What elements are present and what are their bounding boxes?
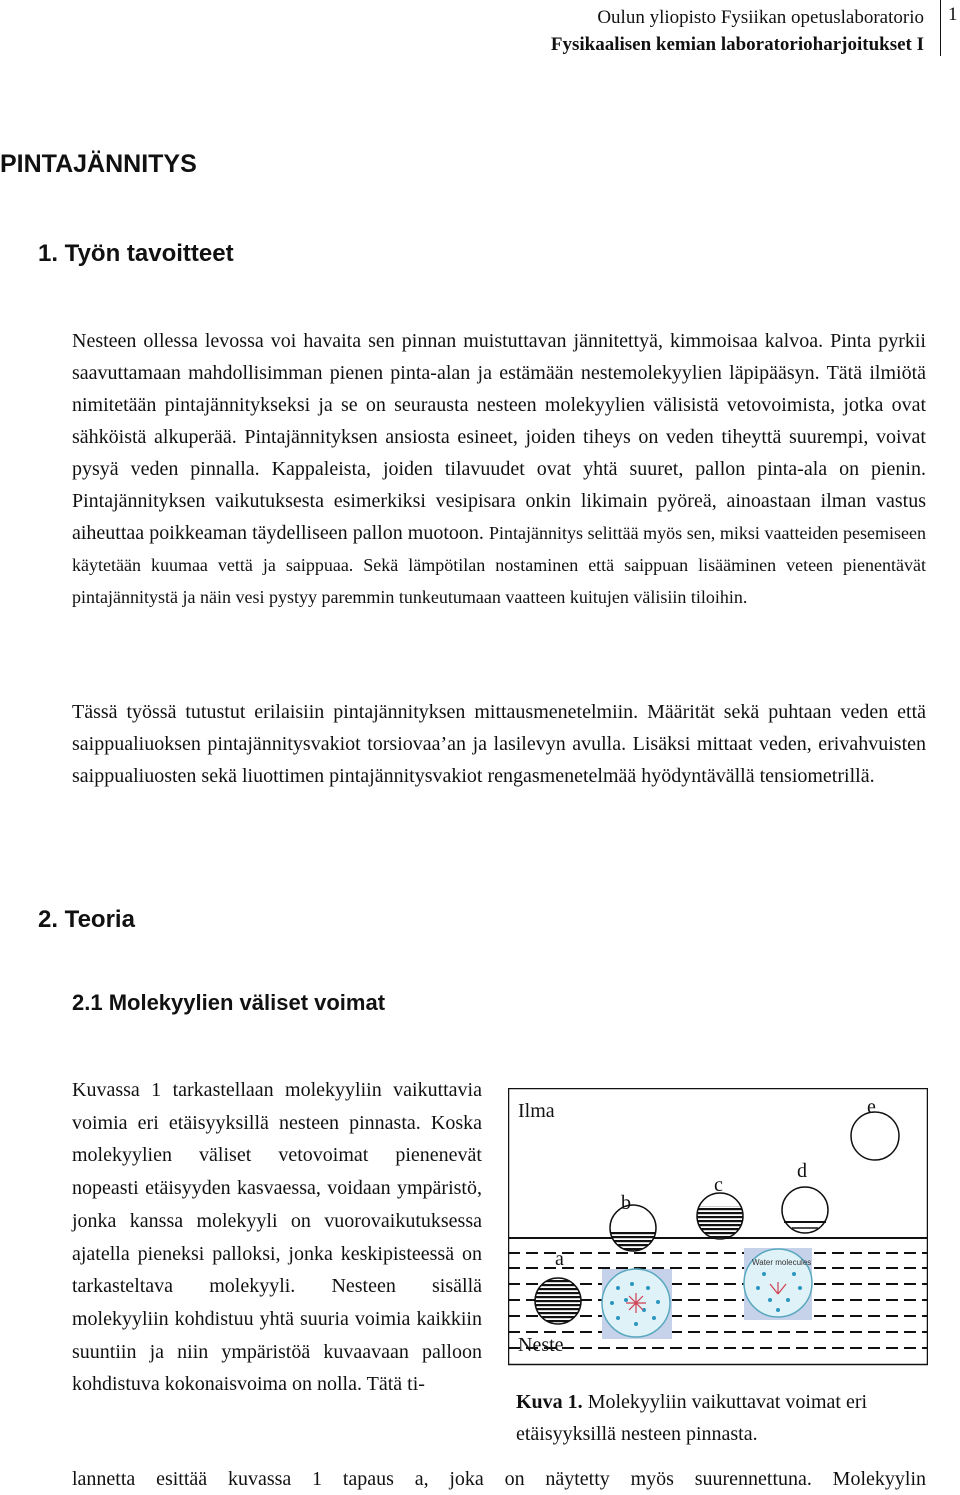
document-title: PINTAJÄNNITYS (0, 150, 197, 178)
goals-paragraph-1 (72, 325, 926, 613)
molecule-sphere-e (851, 1112, 899, 1160)
goals-paragraph-1-small: Pintajännitys selittää myös sen, miksi vaatteiden pesemiseen käytetään kuumaa vettä ja saippuaa. Sekä lämpötilan nostaminen että saippuan lisääminen veteen pienentävät pintajännitystä ja näin vesi pystyy paremmin tunkeutumaan vaatteen kuitujen välisiin tiloihin. (72, 523, 926, 607)
inset-enlargement-a (602, 1269, 672, 1339)
figure-inset-label: Water molecules (752, 1258, 812, 1267)
figure-drawing (508, 1088, 928, 1398)
figure-molecular-forces (508, 1088, 928, 1398)
figure-label-liquid: Neste (518, 1334, 564, 1356)
goals-paragraph-1-main: Nesteen ollessa levossa voi havaita sen pinnan muistuttavan jännitettyä, kimmoisaa kalvoa. Pinta pyrkii saavuttamaan mahdollisimman pienen pinta-alan ja estämään nestemolekyylien läpipääsyn. Tätä ilmiötä nimitetään pintajännitykseksi ja se on seurausta nesteen molekyylien välisistä vetovoimista, jotka ovat sähköistä alkuperää. Pintajännityksen ansiosta esineet, joiden tiheys on veden tiheyttä suurempi, voivat pysyä veden pinnalla. Kappaleista, joiden tilavuudet ovat yhtä suuret, pallon pinta-ala on pienin. Pintajännityksen vaikutuksesta esimerkiksi vesipisara onkin likimain pyöreä, ainoastaan ilman vastus aiheuttaa poikkeaman täydelliseen pallon muotoon. (72, 330, 926, 544)
molecule-sphere-a (535, 1278, 581, 1324)
page-number: 1 (948, 4, 958, 25)
section-heading-goals: 1. Työn tavoitteet (38, 240, 234, 267)
page-header (551, 4, 924, 58)
figure-label-a: a (555, 1248, 564, 1270)
figure-label-air: Ilma (518, 1100, 555, 1122)
figure-label-b: b (621, 1192, 631, 1214)
figure-label-d: d (797, 1160, 807, 1182)
figure-label-e: e (867, 1096, 876, 1118)
theory-continuation-line: lannetta esittää kuvassa 1 tapaus a, joka on näytetty myös suurennettuna. Molekyylin (72, 1468, 926, 1490)
molecule-sphere-b (608, 1205, 658, 1254)
subsection-heading-forces: 2.1 Molekyylien väliset voimat (72, 990, 386, 1015)
figure-caption-text: Molekyyliin vaikuttavat voimat eri etäisyyksillä nesteen pinnasta. (516, 1391, 868, 1445)
section-heading-theory: 2. Teoria (38, 906, 135, 933)
header-course: Fysikaalisen kemian laboratorioharjoitukset I (550, 34, 924, 55)
theory-wrapped-paragraph: Kuvassa 1 tarkastellaan molekyyliin vaikuttavia voimia eri etäisyyksillä nesteen pinnasta. Koska molekyylien väliset vetovoimat pienenevät nopeasti etäisyyden kasvaessa, voidaan ympäristö, jonka kanssa molekyyli on vuorovaikutuksessa ajatella pieneksi palloksi, jonka keskipisteessä on tarkasteltava molekyyli. Nesteen sisällä molekyyliin kohdistuu yhtä suuria voimia kaikkiin suuntiin ja niin ympäristöä kuvaavaan palloon kohdistuva kokonaisvoima on nolla. Tätä ti- (72, 1079, 482, 1396)
header-institution: Oulun yliopisto Fysiikan opetuslaboratorio (597, 7, 924, 28)
figure-label-c: c (714, 1174, 723, 1196)
molecule-sphere-c (696, 1193, 746, 1240)
header-divider (940, 0, 941, 56)
goals-paragraph-2: Tässä työssä tutustut erilaisiin pintajännityksen mittausmenetelmiin. Määrität sekä puhtaan veden että saippualiuoksen pintajännitysvakiot torsiovaa’an ja lasilevyn avulla. Lisäksi mittaat veden, erivahvuisten saippualiuosten sekä liuottimen pintajännitysvakiot rengasmenetelmää hyödyntävällä tensiometrillä. (72, 701, 926, 787)
figure-caption (516, 1386, 926, 1450)
molecule-sphere-d (782, 1187, 828, 1233)
figure-caption-number: Kuva 1. (516, 1391, 583, 1413)
